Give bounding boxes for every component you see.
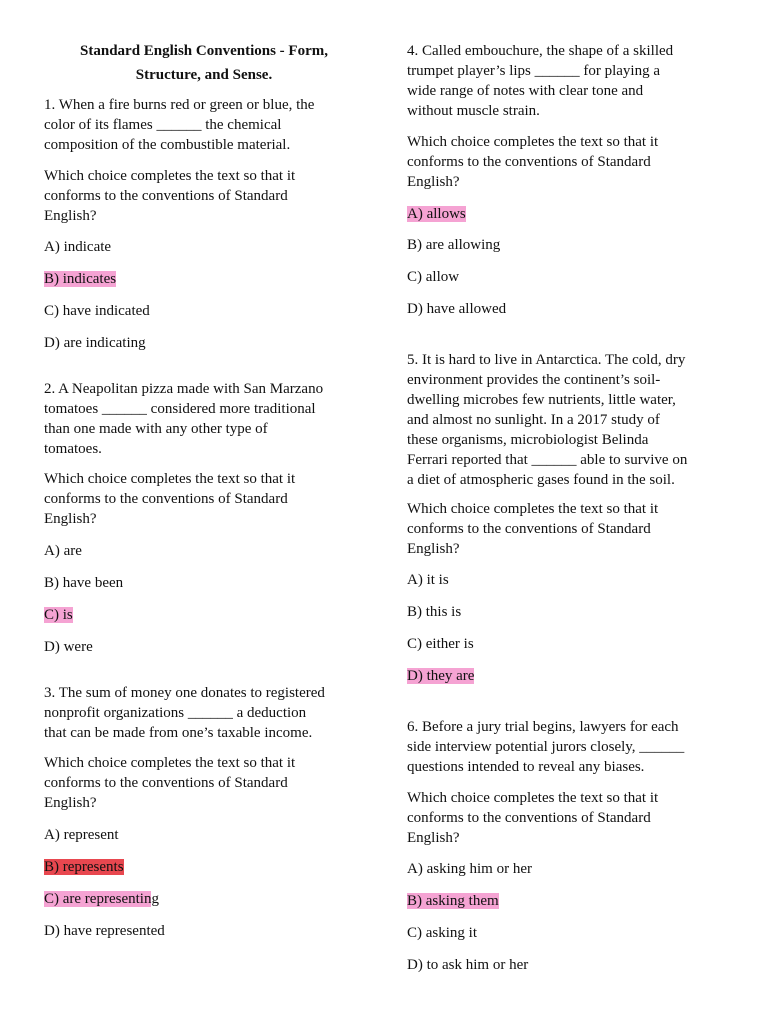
- question-prompt: Which choice completes the text so that it conforms to the conventions of Standard English?: [407, 790, 659, 846]
- highlight-correct: B) indicates: [44, 271, 117, 287]
- answer-option-d: D) were: [44, 639, 93, 655]
- question-prompt: Which choice completes the text so that it conforms to the conventions of Standard English?: [407, 501, 659, 557]
- answer-option-b: [407, 891, 499, 911]
- answer-option-c: C) either is: [407, 636, 474, 652]
- answer-option-c: C) have indicated: [44, 303, 150, 319]
- question-prompt: Which choice completes the text so that it conforms to the conventions of Standard English?: [44, 168, 296, 224]
- answer-option-c: C) allow: [407, 269, 460, 285]
- question-stem: 2. A Neapolitan pizza made with San Marzano tomatoes ______ considered more traditional than one made with any other type of tomatoes.: [44, 381, 324, 457]
- question-stem: 5. It is hard to live in Antarctica. The cold, dry environment provides the continent’s soil- dwelling microbes few nutrients, little water, and almost no sunlight. In a 2017 study of these organisms, microbiologist Belinda Ferrari reported that ______ able to survive on a diet of atmospheric gases found in the soil.: [407, 352, 688, 488]
- answer-option-d: D) to ask him or her: [407, 957, 529, 973]
- answer-option-a: A) it is: [407, 572, 449, 588]
- answer-option-a: A) represent: [44, 827, 119, 843]
- answer-option-b: B) this is: [407, 604, 462, 620]
- answer-option-d: D) have allowed: [407, 301, 507, 317]
- document-title: [44, 41, 364, 85]
- highlight-incorrect: B) represents: [44, 859, 124, 875]
- highlight-correct: D) they are: [407, 668, 475, 684]
- highlight-correct: A) allows: [407, 206, 466, 222]
- question-stem: 1. When a fire burns red or green or blue, the color of its flames ______ the chemical composition of the combustible material.: [44, 97, 315, 153]
- title-line-1: Standard English Conventions - Form,: [80, 43, 328, 59]
- highlight-correct: B) asking them: [407, 893, 499, 909]
- answer-option-a: A) indicate: [44, 239, 112, 255]
- answer-option-a: [407, 204, 466, 224]
- title-line-2: Structure, and Sense.: [135, 67, 273, 83]
- answer-option-c: C) asking it: [407, 925, 477, 941]
- answer-option-d: D) have represented: [44, 923, 165, 939]
- answer-option-b: B) are allowing: [407, 237, 501, 253]
- question-prompt: Which choice completes the text so that it conforms to the conventions of Standard English?: [44, 755, 296, 811]
- highlight-trailing-char: g: [151, 891, 159, 907]
- question-stem: 4. Called embouchure, the shape of a skilled trumpet player’s lips ______ for playing a wide range of notes with clear tone and without muscle strain.: [407, 43, 674, 119]
- answer-option-b: [44, 857, 124, 877]
- answer-option-a: A) asking him or her: [407, 861, 532, 877]
- question-prompt: Which choice completes the text so that it conforms to the conventions of Standard English?: [44, 471, 296, 527]
- question-stem: 6. Before a jury trial begins, lawyers for each side interview potential jurors closely, ______ questions intended to reveal any biases.: [407, 719, 685, 775]
- highlight-correct: C) are representin: [44, 891, 152, 907]
- highlight-correct: C) is: [44, 607, 73, 623]
- answer-option-b: [44, 269, 116, 289]
- question-stem: 3. The sum of money one donates to registered nonprofit organizations ______ a deduction that can be made from one’s taxable income.: [44, 685, 325, 741]
- answer-option-c: [44, 889, 159, 909]
- question-prompt: Which choice completes the text so that it conforms to the conventions of Standard English?: [407, 134, 659, 190]
- answer-option-c: [44, 605, 73, 625]
- answer-option-a: A) are: [44, 543, 82, 559]
- answer-option-b: B) have been: [44, 575, 124, 591]
- answer-option-d: [407, 666, 474, 686]
- answer-option-d: D) are indicating: [44, 335, 146, 351]
